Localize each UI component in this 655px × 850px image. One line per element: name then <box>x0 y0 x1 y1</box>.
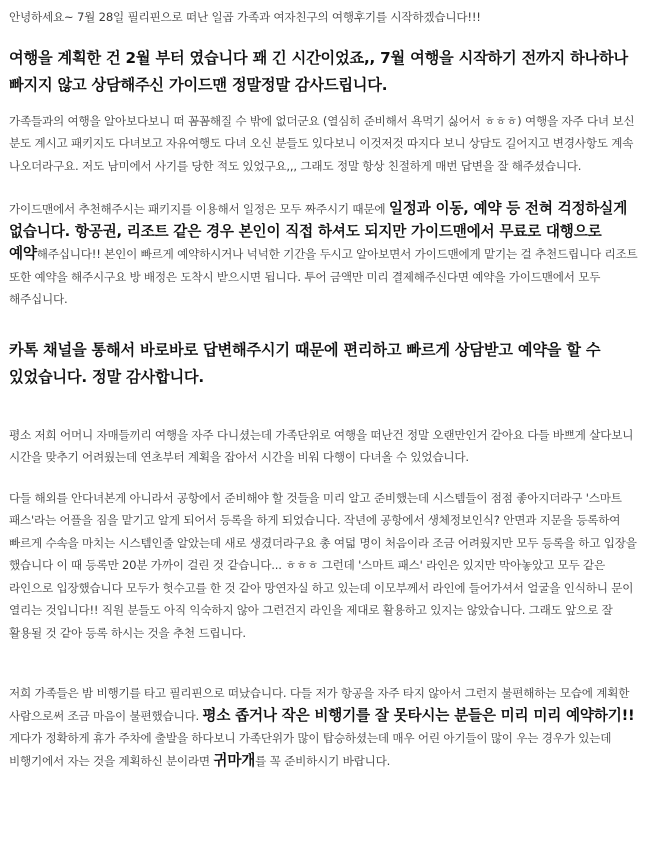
flight-paragraph <box>9 682 643 772</box>
guide-bold-text: 일정과 이동, 예약 등 전혀 걱정하실게 없습니다. 항공권, 리조트 같은 경우 본인이 직접 하셔도 되지만 가이드맨에서 무료로 대행으로 예약 <box>9 200 628 262</box>
family-paragraph: 가족들과의 여행을 알아보다보니 떠 꼼꼼해질 수 밖에 없더군요 (열심히 준비해서 욕먹기 싫어서 ㅎㅎㅎ) 여행을 자주 다녀 보신 분도 계시고 패키지도 다녀보고 자유여행도 다녀 오신 분들도 있다보니 이것저것 따지다 보니 상담도 길어지고 변경사항도 계속 나오더라구요. 저도 남미에서 사기를 당한 적도 있었구요,,, 그래도 정말 항상 친절하게 매번 답변을 잘 해주셨습니다. <box>9 113 635 173</box>
intro-paragraph: 안녕하세요~ 7월 28일 필리핀으로 떠난 일곱 가족과 여자친구의 여행후기를 시작하겠습니다!!! <box>9 10 481 24</box>
flight-bold-text: 평소 좁거나 작은 비행기를 잘 못타시는 분들은 미리 미리 예약하기!! <box>202 706 635 724</box>
guide-paragraph <box>9 198 643 311</box>
guide-text-2: 해주십니다!! 본인이 빠르게 예약하시거나 넉넉한 기간을 두시고 알아보면서 가이드맨에게 맡기는 걸 추천드립니다 리조트 또한 예약을 해주시구요 방 배정은 도착시 받으시면 됩니다. 투어 금액만 미리 결제해주신다면 예약을 가이드맨에서 모두 해주십니다. <box>9 247 638 306</box>
flight-text-1: 저희 가족들은 밤 비행기를 타고 필리핀으로 떠났습니다. 다들 저가 항공을 자주 타지 않아서 그런지 불편해하는 모습에 계획한 사람으로써 조금 마음이 불편했습니다. <box>9 686 630 723</box>
guide-text-1: 가이드맨에서 추천해주시는 패키지를 이용해서 일정은 모두 짜주시기 때문에 <box>9 202 389 216</box>
planning-paragraph: 여행을 계획한 건 2월 부터 였습니다 꽤 긴 시간이었죠,, 7월 여행을 시작하기 전까지 하나하나 빠지지 않고 상담해주신 가이드맨 정말정말 감사드립니다. <box>9 48 628 94</box>
mother-trip-paragraph: 평소 저희 어머니 자매들끼리 여행을 자주 다니셨는데 가족단위로 여행을 떠난건 정말 오랜만인거 같아요 다들 바쁘게 살다보니 시간을 맞추기 어려웠는데 연초부터 계획을 잡아서 시간을 비워 다행이 다녀올 수 있었습니다. <box>9 427 634 464</box>
earplug-bold-text: 귀마개 <box>213 751 256 769</box>
kakao-paragraph: 카톡 채널을 통해서 바로바로 답변해주시기 때문에 편리하고 빠르게 상담받고 예약을 할 수 있었습니다. 정말 감사합니다. <box>9 340 601 386</box>
smart-pass-paragraph: 다들 해외를 안다녀본게 아니라서 공항에서 준비해야 할 것들을 미리 알고 준비했는데 시스템들이 점점 좋아지더라구 '스마트 패스'라는 어플을 짐을 맡기고 알게 되어서 등록을 하게 되었습니다. 작년에 공항에서 생체정보인식? 안면과 지문을 등록하여 빠르게 수속을 마치는 시스템인줄 알았는데 새로 생겼더라구요 총 여덟 명이 처음이라 조금 어려웠지만 모두 등록을 하고 입장을 했습니다 이 때 등록만 20분 가까이 걸린 것 같습니다... ㅎㅎㅎ 그런데 '스마트 패스' 라인은 있지만 막아놓았고 모두 같은 라인으로 입장했습니다 모두가 헛수고를 한 것 같아 망연자실 하고 있는데 이모부께서 라인에 들어가셔서 얼굴을 인식하니 문이 열리는 것입니다!! 직원 분들도 아직 익숙하지 않아 그런건지 라인을 제대로 활용하고 있지는 않았습니다. 그래도 앞으로 잘 활용될 것 같아 등록 하시는 것을 추천 드립니다. <box>9 490 637 640</box>
flight-text-3: 를 꼭 준비하시기 바랍니다. <box>255 753 391 768</box>
flight-text-2: 게다가 정확하게 휴가 주차에 출발을 하다보니 가족단위가 많이 탑승하셨는데 매우 어린 아기들이 많이 우는 경우가 있는데 비행기에서 자는 것을 계획하신 분이라면 <box>9 731 612 768</box>
